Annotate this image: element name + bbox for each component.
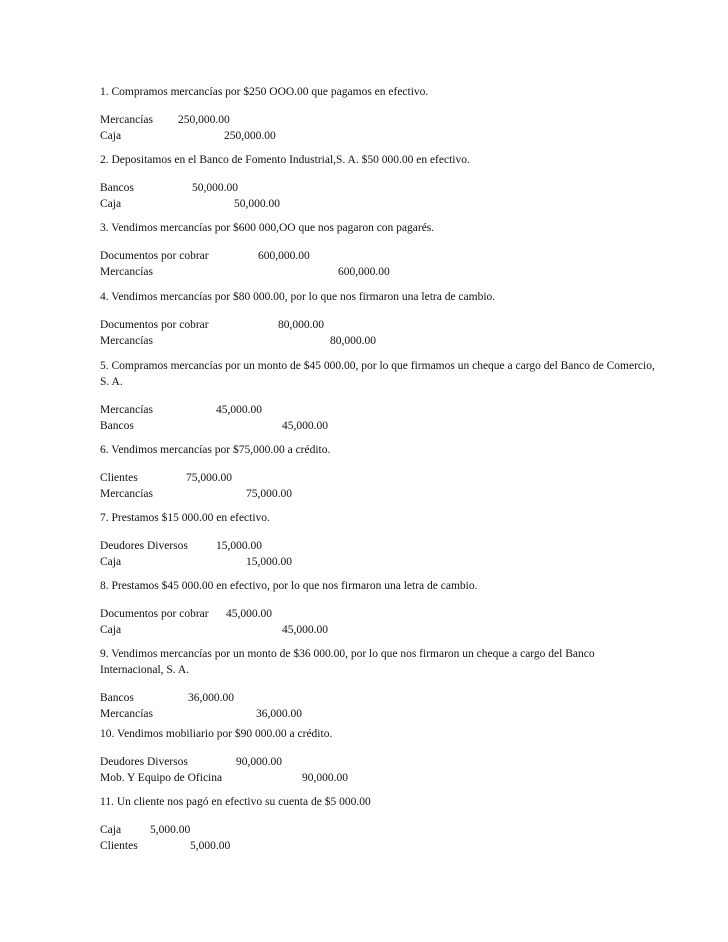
entry-title: 6. Vendimos mercancías por $75,000.00 a crédito. xyxy=(100,444,331,456)
credit-account: Clientes xyxy=(100,840,138,852)
debit-account: Bancos xyxy=(100,692,134,704)
entry-8 xyxy=(100,578,660,638)
credit-line xyxy=(100,554,660,570)
credit-line xyxy=(100,838,660,854)
credit-amount: 250,000.00 xyxy=(224,130,276,142)
debit-amount: 45,000.00 xyxy=(226,608,272,620)
debit-account: Caja xyxy=(100,824,122,836)
debit-line xyxy=(100,470,660,486)
entry-3 xyxy=(100,220,660,280)
debit-account: Mercancías xyxy=(100,114,153,126)
debit-line xyxy=(100,754,660,770)
debit-account: Documentos por cobrar xyxy=(100,250,209,262)
entry-5 xyxy=(100,358,660,434)
debit-account: Documentos por cobrar xyxy=(100,608,209,620)
debit-amount: 5,000.00 xyxy=(150,824,191,836)
credit-account: Caja xyxy=(100,130,122,142)
credit-amount: 45,000.00 xyxy=(282,420,328,432)
credit-account: Bancos xyxy=(100,420,134,432)
debit-line xyxy=(100,606,660,622)
entry-title: 1. Compramos mercancías por $250 OOO.00 que pagamos en efectivo. xyxy=(100,86,429,98)
debit-amount: 80,000.00 xyxy=(278,319,324,331)
debit-amount: 45,000.00 xyxy=(216,404,262,416)
credit-amount: 90,000.00 xyxy=(302,772,348,784)
credit-account: Mercancías xyxy=(100,488,153,500)
credit-amount: 75,000.00 xyxy=(246,488,292,500)
credit-line xyxy=(100,196,660,212)
credit-line xyxy=(100,770,660,786)
entry-10 xyxy=(100,726,660,786)
credit-amount: 15,000.00 xyxy=(246,556,292,568)
debit-line xyxy=(100,112,660,128)
entry-11 xyxy=(100,794,660,854)
entry-9 xyxy=(100,646,660,722)
entry-6 xyxy=(100,442,660,502)
debit-amount: 250,000.00 xyxy=(178,114,230,126)
debit-amount: 15,000.00 xyxy=(216,540,262,552)
debit-line xyxy=(100,822,660,838)
credit-amount: 5,000.00 xyxy=(190,840,231,852)
debit-amount: 600,000.00 xyxy=(258,250,310,262)
debit-line xyxy=(100,538,660,554)
entry-1 xyxy=(100,84,660,144)
debit-account: Bancos xyxy=(100,182,134,194)
debit-amount: 90,000.00 xyxy=(236,756,282,768)
entry-title: 8. Prestamos $45 000.00 en efectivo, por lo que nos firmaron una letra de cambio. xyxy=(100,580,478,592)
credit-account: Caja xyxy=(100,624,122,636)
entry-title: 9. Vendimos mercancías por un monto de $36 000.00, por lo que nos firmaron un cheque a cargo del Banco Internacional, S. A. xyxy=(100,648,595,676)
credit-amount: 50,000.00 xyxy=(234,198,280,210)
entry-title: 7. Prestamos $15 000.00 en efectivo. xyxy=(100,512,270,524)
debit-line xyxy=(100,317,660,333)
credit-account: Mercancías xyxy=(100,708,153,720)
credit-amount: 45,000.00 xyxy=(282,624,328,636)
entry-title: 4. Vendimos mercancías por $80 000.00, por lo que nos firmaron una letra de cambio. xyxy=(100,291,496,303)
debit-line xyxy=(100,248,660,264)
credit-line xyxy=(100,333,660,349)
entry-title: 11. Un cliente nos pagó en efectivo su cuenta de $5 000.00 xyxy=(100,796,371,808)
debit-amount: 50,000.00 xyxy=(192,182,238,194)
credit-line xyxy=(100,706,660,722)
entry-title: 2. Depositamos en el Banco de Fomento Industrial,S. A. $50 000.00 en efectivo. xyxy=(100,154,470,166)
credit-amount: 36,000.00 xyxy=(256,708,302,720)
credit-amount: 80,000.00 xyxy=(330,335,376,347)
debit-account: Deudores Diversos xyxy=(100,540,188,552)
entry-title: 5. Compramos mercancías por un monto de $45 000.00, por lo que firmamos un cheque a cargo del Banco de Comercio, S. A. xyxy=(100,360,655,388)
credit-account: Mercancías xyxy=(100,335,153,347)
debit-line xyxy=(100,402,660,418)
entry-title: 10. Vendimos mobiliario por $90 000.00 a crédito. xyxy=(100,728,333,740)
entry-title: 3. Vendimos mercancías por $600 000,OO que nos pagaron con pagarés. xyxy=(100,222,435,234)
credit-line xyxy=(100,128,660,144)
credit-account: Mob. Y Equipo de Oficina xyxy=(100,772,223,784)
debit-account: Deudores Diversos xyxy=(100,756,188,768)
debit-amount: 75,000.00 xyxy=(186,472,232,484)
credit-line xyxy=(100,264,660,280)
entry-7 xyxy=(100,510,660,570)
debit-account: Clientes xyxy=(100,472,138,484)
entry-2 xyxy=(100,152,660,212)
debit-amount: 36,000.00 xyxy=(188,692,234,704)
debit-line xyxy=(100,180,660,196)
credit-line xyxy=(100,622,660,638)
credit-account: Caja xyxy=(100,556,122,568)
credit-line xyxy=(100,486,660,502)
debit-line xyxy=(100,690,660,706)
entry-4 xyxy=(100,289,660,349)
debit-account: Documentos por cobrar xyxy=(100,319,209,331)
debit-account: Mercancías xyxy=(100,404,153,416)
credit-amount: 600,000.00 xyxy=(338,266,390,278)
credit-account: Mercancías xyxy=(100,266,153,278)
credit-line xyxy=(100,418,660,434)
credit-account: Caja xyxy=(100,198,122,210)
